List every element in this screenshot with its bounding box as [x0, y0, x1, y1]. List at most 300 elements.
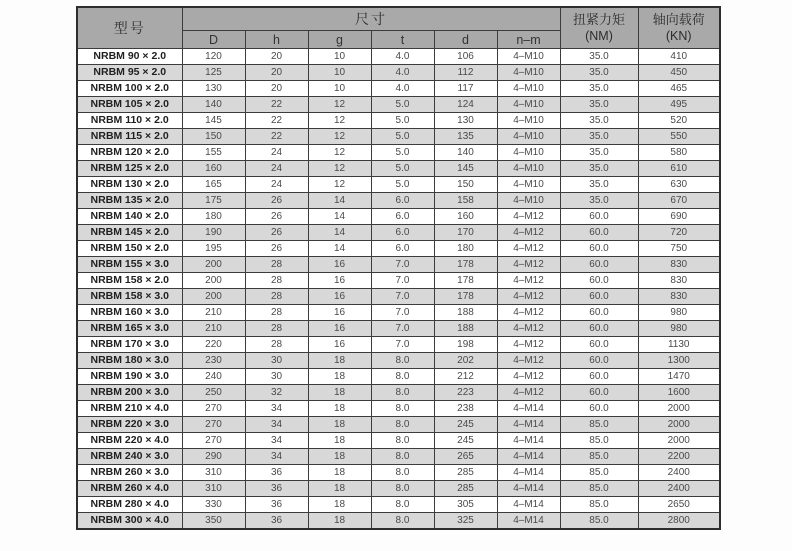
cell-g: 18 — [308, 480, 371, 496]
cell-g: 12 — [308, 160, 371, 176]
table-row — [77, 512, 720, 529]
cell-g: 16 — [308, 256, 371, 272]
cell-g: 14 — [308, 224, 371, 240]
cell-g: 18 — [308, 384, 371, 400]
cell-n-m: 4–M12 — [497, 368, 560, 384]
cell-torque-nm: 60.0 — [560, 240, 638, 256]
table-row — [77, 128, 720, 144]
cell-model: NRBM 110 × 2.0 — [77, 112, 182, 128]
cell-model: NRBM 300 × 4.0 — [77, 512, 182, 529]
header-torque-unit: (NM) — [585, 29, 613, 44]
cell-D: 130 — [182, 80, 245, 96]
cell-h: 34 — [245, 416, 308, 432]
table-row — [77, 176, 720, 192]
cell-d: 212 — [434, 368, 497, 384]
cell-t: 7.0 — [371, 256, 434, 272]
cell-d: 124 — [434, 96, 497, 112]
cell-axial-load-kn: 980 — [638, 320, 720, 336]
cell-model: NRBM 240 × 3.0 — [77, 448, 182, 464]
cell-t: 8.0 — [371, 368, 434, 384]
cell-h: 28 — [245, 288, 308, 304]
table-row — [77, 112, 720, 128]
cell-t: 5.0 — [371, 176, 434, 192]
cell-g: 16 — [308, 272, 371, 288]
table-row — [77, 496, 720, 512]
cell-n-m: 4–M12 — [497, 240, 560, 256]
header-axial-load — [638, 7, 720, 49]
table-row — [77, 384, 720, 400]
cell-h: 30 — [245, 368, 308, 384]
table-row — [77, 464, 720, 480]
cell-d: 188 — [434, 304, 497, 320]
cell-d: 238 — [434, 400, 497, 416]
cell-t: 6.0 — [371, 208, 434, 224]
cell-axial-load-kn: 980 — [638, 304, 720, 320]
cell-t: 7.0 — [371, 288, 434, 304]
cell-d: 180 — [434, 240, 497, 256]
cell-n-m: 4–M12 — [497, 208, 560, 224]
cell-axial-load-kn: 690 — [638, 208, 720, 224]
cell-t: 6.0 — [371, 240, 434, 256]
cell-D: 125 — [182, 64, 245, 80]
cell-t: 7.0 — [371, 320, 434, 336]
cell-t: 4.0 — [371, 49, 434, 65]
cell-n-m: 4–M10 — [497, 64, 560, 80]
cell-torque-nm: 85.0 — [560, 512, 638, 529]
cell-axial-load-kn: 410 — [638, 49, 720, 65]
cell-h: 34 — [245, 448, 308, 464]
cell-model: NRBM 280 × 4.0 — [77, 496, 182, 512]
cell-axial-load-kn: 750 — [638, 240, 720, 256]
cell-D: 140 — [182, 96, 245, 112]
cell-d: 112 — [434, 64, 497, 80]
cell-model: NRBM 190 × 3.0 — [77, 368, 182, 384]
cell-model: NRBM 100 × 2.0 — [77, 80, 182, 96]
cell-D: 200 — [182, 288, 245, 304]
cell-t: 7.0 — [371, 272, 434, 288]
table-row — [77, 368, 720, 384]
header-torque — [560, 7, 638, 49]
cell-torque-nm: 60.0 — [560, 320, 638, 336]
cell-t: 5.0 — [371, 96, 434, 112]
table-row — [77, 336, 720, 352]
cell-axial-load-kn: 465 — [638, 80, 720, 96]
cell-t: 4.0 — [371, 64, 434, 80]
cell-h: 22 — [245, 96, 308, 112]
cell-h: 34 — [245, 432, 308, 448]
cell-g: 12 — [308, 112, 371, 128]
cell-D: 310 — [182, 480, 245, 496]
table-row — [77, 192, 720, 208]
cell-model: NRBM 220 × 3.0 — [77, 416, 182, 432]
cell-n-m: 4–M14 — [497, 480, 560, 496]
table-row — [77, 416, 720, 432]
cell-torque-nm: 35.0 — [560, 80, 638, 96]
cell-h: 28 — [245, 304, 308, 320]
cell-h: 24 — [245, 144, 308, 160]
cell-n-m: 4–M12 — [497, 288, 560, 304]
cell-n-m: 4–M10 — [497, 96, 560, 112]
cell-h: 30 — [245, 352, 308, 368]
cell-torque-nm: 60.0 — [560, 400, 638, 416]
cell-axial-load-kn: 830 — [638, 272, 720, 288]
cell-torque-nm: 35.0 — [560, 64, 638, 80]
table-row — [77, 49, 720, 65]
cell-g: 18 — [308, 368, 371, 384]
cell-model: NRBM 90 × 2.0 — [77, 49, 182, 65]
cell-model: NRBM 165 × 3.0 — [77, 320, 182, 336]
cell-torque-nm: 60.0 — [560, 288, 638, 304]
cell-D: 250 — [182, 384, 245, 400]
cell-g: 12 — [308, 144, 371, 160]
cell-model: NRBM 180 × 3.0 — [77, 352, 182, 368]
cell-d: 265 — [434, 448, 497, 464]
cell-h: 24 — [245, 160, 308, 176]
cell-d: 158 — [434, 192, 497, 208]
cell-model: NRBM 158 × 3.0 — [77, 288, 182, 304]
cell-axial-load-kn: 495 — [638, 96, 720, 112]
cell-torque-nm: 60.0 — [560, 384, 638, 400]
cell-h: 36 — [245, 512, 308, 529]
cell-n-m: 4–M14 — [497, 400, 560, 416]
cell-D: 155 — [182, 144, 245, 160]
cell-h: 22 — [245, 112, 308, 128]
cell-d: 178 — [434, 288, 497, 304]
table-row — [77, 288, 720, 304]
cell-D: 310 — [182, 464, 245, 480]
cell-h: 26 — [245, 192, 308, 208]
cell-g: 12 — [308, 176, 371, 192]
header-row-1 — [77, 7, 720, 31]
table-row — [77, 432, 720, 448]
cell-d: 245 — [434, 432, 497, 448]
cell-g: 18 — [308, 496, 371, 512]
cell-torque-nm: 35.0 — [560, 160, 638, 176]
cell-d: 285 — [434, 464, 497, 480]
cell-d: 285 — [434, 480, 497, 496]
cell-n-m: 4–M10 — [497, 192, 560, 208]
cell-t: 5.0 — [371, 160, 434, 176]
cell-g: 18 — [308, 448, 371, 464]
cell-g: 18 — [308, 416, 371, 432]
cell-torque-nm: 85.0 — [560, 432, 638, 448]
cell-h: 20 — [245, 80, 308, 96]
cell-g: 18 — [308, 464, 371, 480]
cell-torque-nm: 60.0 — [560, 256, 638, 272]
cell-g: 10 — [308, 64, 371, 80]
cell-d: 170 — [434, 224, 497, 240]
cell-torque-nm: 60.0 — [560, 272, 638, 288]
cell-n-m: 4–M12 — [497, 352, 560, 368]
cell-axial-load-kn: 450 — [638, 64, 720, 80]
cell-n-m: 4–M14 — [497, 432, 560, 448]
cell-n-m: 4–M10 — [497, 128, 560, 144]
table-row — [77, 272, 720, 288]
header-model: 型号 — [77, 7, 182, 49]
cell-model: NRBM 145 × 2.0 — [77, 224, 182, 240]
cell-d: 145 — [434, 160, 497, 176]
cell-h: 24 — [245, 176, 308, 192]
cell-axial-load-kn: 2800 — [638, 512, 720, 529]
cell-axial-load-kn: 2400 — [638, 480, 720, 496]
cell-axial-load-kn: 550 — [638, 128, 720, 144]
cell-n-m: 4–M14 — [497, 512, 560, 529]
table-row — [77, 352, 720, 368]
table-row — [77, 448, 720, 464]
table-row — [77, 80, 720, 96]
cell-h: 26 — [245, 208, 308, 224]
cell-model: NRBM 158 × 2.0 — [77, 272, 182, 288]
cell-D: 270 — [182, 400, 245, 416]
table-row — [77, 64, 720, 80]
header-col-h: h — [245, 31, 308, 49]
cell-D: 200 — [182, 256, 245, 272]
cell-axial-load-kn: 610 — [638, 160, 720, 176]
cell-g: 14 — [308, 240, 371, 256]
cell-n-m: 4–M10 — [497, 49, 560, 65]
cell-axial-load-kn: 2000 — [638, 432, 720, 448]
cell-n-m: 4–M10 — [497, 144, 560, 160]
cell-h: 36 — [245, 496, 308, 512]
cell-d: 106 — [434, 49, 497, 65]
cell-t: 8.0 — [371, 400, 434, 416]
cell-t: 8.0 — [371, 352, 434, 368]
header-torque-label: 扭紧力矩 — [572, 11, 625, 27]
cell-torque-nm: 35.0 — [560, 49, 638, 65]
cell-d: 188 — [434, 320, 497, 336]
cell-n-m: 4–M10 — [497, 176, 560, 192]
table-row — [77, 480, 720, 496]
cell-g: 16 — [308, 336, 371, 352]
cell-model: NRBM 210 × 4.0 — [77, 400, 182, 416]
cell-n-m: 4–M14 — [497, 416, 560, 432]
cell-D: 165 — [182, 176, 245, 192]
header-col-d: d — [434, 31, 497, 49]
cell-torque-nm: 35.0 — [560, 128, 638, 144]
cell-h: 26 — [245, 240, 308, 256]
table-row — [77, 400, 720, 416]
cell-g: 18 — [308, 400, 371, 416]
table-row — [77, 144, 720, 160]
cell-D: 350 — [182, 512, 245, 529]
cell-D: 190 — [182, 224, 245, 240]
header-axial-load-unit: (KN) — [665, 29, 692, 44]
cell-h: 20 — [245, 64, 308, 80]
cell-n-m: 4–M14 — [497, 464, 560, 480]
cell-h: 28 — [245, 256, 308, 272]
cell-model: NRBM 160 × 3.0 — [77, 304, 182, 320]
cell-axial-load-kn: 520 — [638, 112, 720, 128]
table-row — [77, 160, 720, 176]
cell-axial-load-kn: 830 — [638, 288, 720, 304]
cell-model: NRBM 125 × 2.0 — [77, 160, 182, 176]
cell-t: 5.0 — [371, 128, 434, 144]
cell-g: 14 — [308, 208, 371, 224]
cell-n-m: 4–M14 — [497, 448, 560, 464]
cell-g: 12 — [308, 96, 371, 112]
cell-model: NRBM 155 × 3.0 — [77, 256, 182, 272]
cell-t: 8.0 — [371, 416, 434, 432]
cell-D: 290 — [182, 448, 245, 464]
table-row — [77, 224, 720, 240]
cell-t: 5.0 — [371, 112, 434, 128]
cell-n-m: 4–M12 — [497, 256, 560, 272]
cell-h: 36 — [245, 480, 308, 496]
cell-t: 7.0 — [371, 336, 434, 352]
cell-g: 16 — [308, 288, 371, 304]
cell-torque-nm: 60.0 — [560, 368, 638, 384]
cell-model: NRBM 95 × 2.0 — [77, 64, 182, 80]
table-row — [77, 240, 720, 256]
cell-model: NRBM 170 × 3.0 — [77, 336, 182, 352]
cell-torque-nm: 85.0 — [560, 464, 638, 480]
spec-table — [76, 6, 721, 530]
cell-h: 36 — [245, 464, 308, 480]
cell-axial-load-kn: 580 — [638, 144, 720, 160]
cell-torque-nm: 35.0 — [560, 176, 638, 192]
cell-n-m: 4–M14 — [497, 496, 560, 512]
cell-t: 5.0 — [371, 144, 434, 160]
header-col-t: t — [371, 31, 434, 49]
table-row — [77, 304, 720, 320]
cell-axial-load-kn: 2650 — [638, 496, 720, 512]
cell-d: 135 — [434, 128, 497, 144]
cell-d: 305 — [434, 496, 497, 512]
cell-D: 210 — [182, 304, 245, 320]
cell-torque-nm: 85.0 — [560, 496, 638, 512]
cell-axial-load-kn: 630 — [638, 176, 720, 192]
cell-n-m: 4–M10 — [497, 160, 560, 176]
cell-D: 195 — [182, 240, 245, 256]
cell-g: 12 — [308, 128, 371, 144]
cell-n-m: 4–M12 — [497, 272, 560, 288]
cell-n-m: 4–M12 — [497, 320, 560, 336]
cell-torque-nm: 35.0 — [560, 96, 638, 112]
header-col-g: g — [308, 31, 371, 49]
cell-torque-nm: 60.0 — [560, 352, 638, 368]
cell-D: 175 — [182, 192, 245, 208]
cell-g: 10 — [308, 80, 371, 96]
cell-g: 16 — [308, 320, 371, 336]
cell-D: 240 — [182, 368, 245, 384]
cell-t: 8.0 — [371, 432, 434, 448]
cell-model: NRBM 120 × 2.0 — [77, 144, 182, 160]
cell-h: 20 — [245, 49, 308, 65]
table-body — [77, 49, 720, 530]
cell-torque-nm: 85.0 — [560, 448, 638, 464]
cell-d: 198 — [434, 336, 497, 352]
cell-h: 22 — [245, 128, 308, 144]
cell-torque-nm: 60.0 — [560, 208, 638, 224]
cell-t: 4.0 — [371, 80, 434, 96]
cell-model: NRBM 260 × 4.0 — [77, 480, 182, 496]
cell-D: 160 — [182, 160, 245, 176]
header-col-nm: n–m — [497, 31, 560, 49]
cell-g: 16 — [308, 304, 371, 320]
cell-D: 150 — [182, 128, 245, 144]
cell-torque-nm: 60.0 — [560, 336, 638, 352]
cell-torque-nm: 35.0 — [560, 144, 638, 160]
cell-torque-nm: 35.0 — [560, 112, 638, 128]
cell-model: NRBM 105 × 2.0 — [77, 96, 182, 112]
cell-g: 18 — [308, 352, 371, 368]
cell-t: 8.0 — [371, 512, 434, 529]
cell-d: 325 — [434, 512, 497, 529]
cell-torque-nm: 85.0 — [560, 480, 638, 496]
cell-axial-load-kn: 2000 — [638, 416, 720, 432]
cell-axial-load-kn: 670 — [638, 192, 720, 208]
cell-n-m: 4–M12 — [497, 384, 560, 400]
table-row — [77, 208, 720, 224]
cell-g: 18 — [308, 432, 371, 448]
cell-d: 245 — [434, 416, 497, 432]
cell-t: 8.0 — [371, 464, 434, 480]
cell-h: 26 — [245, 224, 308, 240]
cell-h: 28 — [245, 336, 308, 352]
cell-D: 220 — [182, 336, 245, 352]
cell-axial-load-kn: 1600 — [638, 384, 720, 400]
cell-t: 7.0 — [371, 304, 434, 320]
cell-axial-load-kn: 2200 — [638, 448, 720, 464]
cell-axial-load-kn: 720 — [638, 224, 720, 240]
cell-h: 32 — [245, 384, 308, 400]
cell-t: 6.0 — [371, 224, 434, 240]
cell-model: NRBM 150 × 2.0 — [77, 240, 182, 256]
cell-t: 8.0 — [371, 448, 434, 464]
table-row — [77, 96, 720, 112]
cell-h: 34 — [245, 400, 308, 416]
cell-t: 6.0 — [371, 192, 434, 208]
cell-d: 202 — [434, 352, 497, 368]
cell-model: NRBM 130 × 2.0 — [77, 176, 182, 192]
cell-g: 18 — [308, 512, 371, 529]
cell-n-m: 4–M10 — [497, 80, 560, 96]
cell-D: 270 — [182, 416, 245, 432]
cell-model: NRBM 260 × 3.0 — [77, 464, 182, 480]
cell-D: 270 — [182, 432, 245, 448]
cell-D: 180 — [182, 208, 245, 224]
cell-model: NRBM 200 × 3.0 — [77, 384, 182, 400]
cell-t: 8.0 — [371, 480, 434, 496]
cell-d: 223 — [434, 384, 497, 400]
cell-torque-nm: 85.0 — [560, 416, 638, 432]
cell-axial-load-kn: 830 — [638, 256, 720, 272]
cell-d: 160 — [434, 208, 497, 224]
cell-d: 117 — [434, 80, 497, 96]
cell-model: NRBM 115 × 2.0 — [77, 128, 182, 144]
cell-model: NRBM 140 × 2.0 — [77, 208, 182, 224]
cell-axial-load-kn: 2000 — [638, 400, 720, 416]
cell-d: 140 — [434, 144, 497, 160]
cell-n-m: 4–M12 — [497, 304, 560, 320]
cell-h: 28 — [245, 272, 308, 288]
cell-torque-nm: 60.0 — [560, 224, 638, 240]
cell-model: NRBM 135 × 2.0 — [77, 192, 182, 208]
cell-axial-load-kn: 2400 — [638, 464, 720, 480]
cell-d: 178 — [434, 272, 497, 288]
cell-n-m: 4–M12 — [497, 224, 560, 240]
table-header — [77, 7, 720, 49]
cell-torque-nm: 60.0 — [560, 304, 638, 320]
cell-axial-load-kn: 1300 — [638, 352, 720, 368]
cell-d: 150 — [434, 176, 497, 192]
cell-h: 28 — [245, 320, 308, 336]
header-size-group: 尺寸 — [182, 7, 560, 31]
cell-t: 8.0 — [371, 384, 434, 400]
header-axial-load-label: 轴向载荷 — [652, 11, 705, 27]
cell-axial-load-kn: 1130 — [638, 336, 720, 352]
cell-D: 210 — [182, 320, 245, 336]
